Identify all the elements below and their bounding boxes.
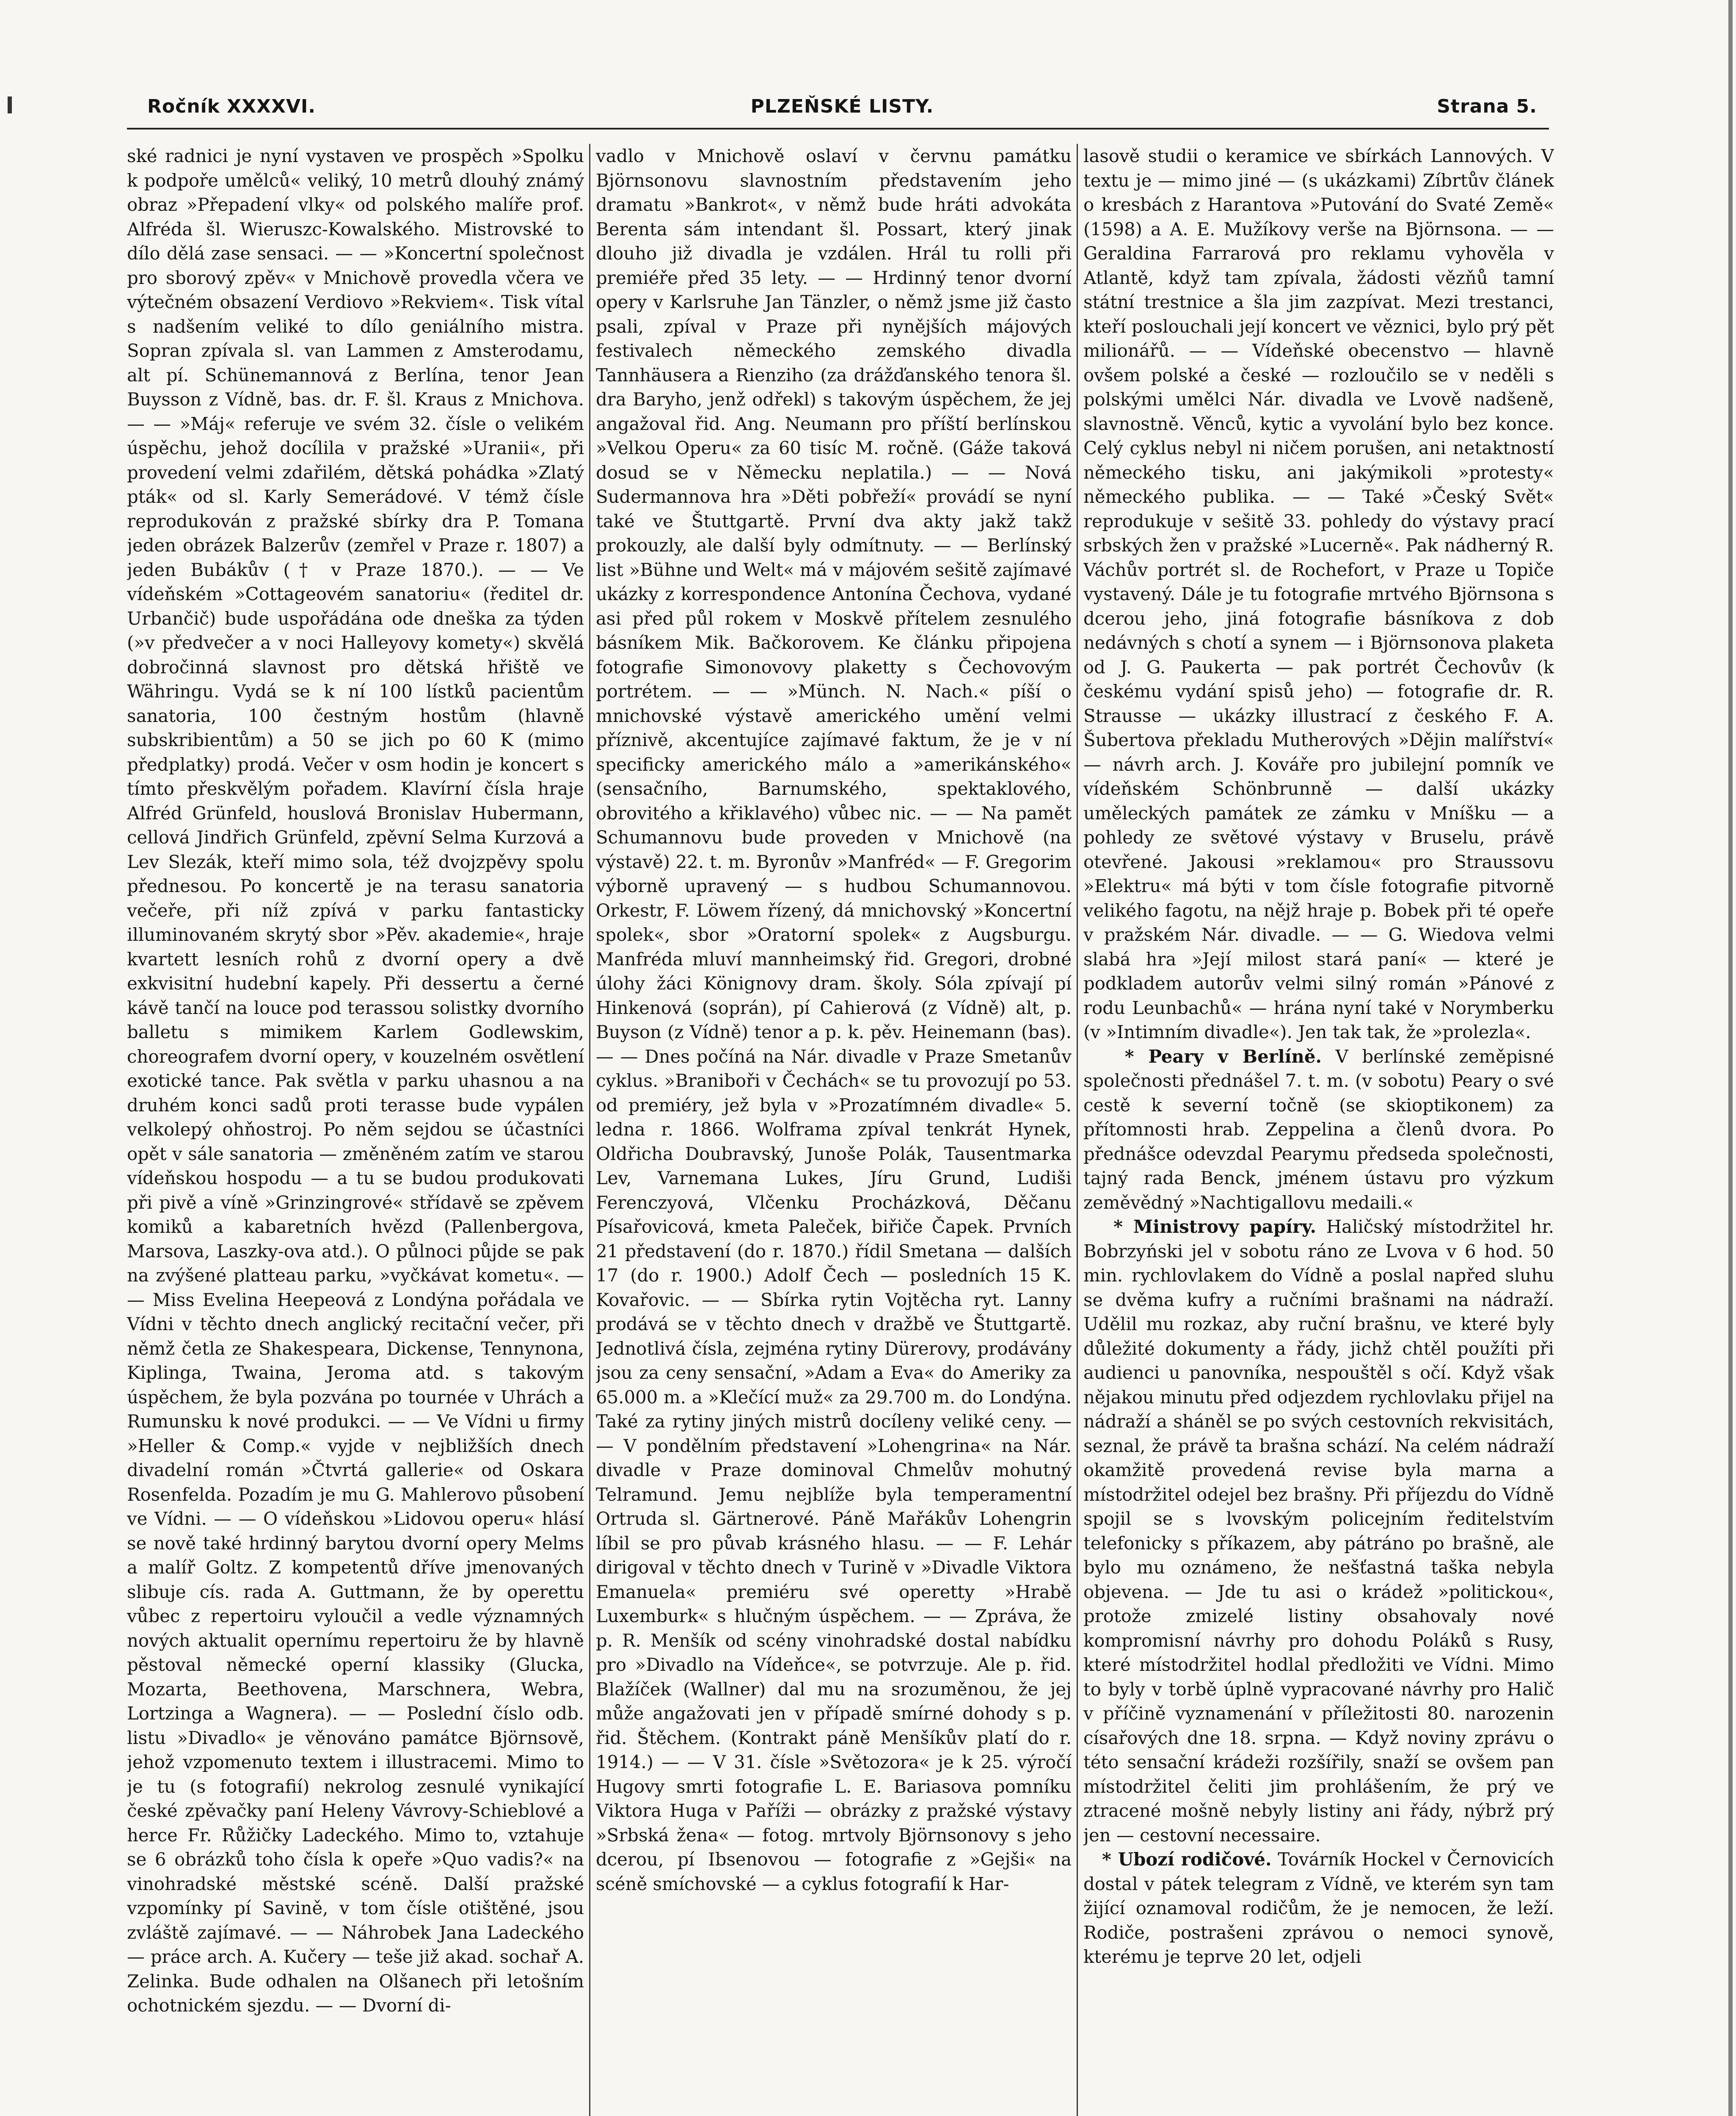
column-2	[596, 144, 1072, 2116]
header-rule	[127, 128, 1549, 129]
page-edge-shadow	[1728, 0, 1733, 2116]
column-1	[127, 144, 584, 2116]
news-item-peary	[1083, 1044, 1554, 1215]
column-divider	[1077, 144, 1078, 2116]
page-header	[147, 96, 1537, 121]
newspaper-title: PLZEŇSKÉ LISTY.	[750, 96, 934, 117]
binding-mark	[8, 96, 12, 113]
news-item-title: * Peary v Berlíně.	[1124, 1046, 1322, 1067]
column-2-text: vadlo v Mnichově oslaví v červnu památku Björnsonovu slavnostním představením jeho dramatu »Bankrot«, v němž bude hráti advokáta Berenta sám intendant šl. Possart, který jinak dlouho již divadla je vzdálen. Hrál tu rolli při premiéře před 35 lety. — — Hrdinný tenor dvorní opery v Karlsruhe Jan Tänzler, o němž jsme již často psali, zpíval v Praze při nynějších májových festivalech německého zemského divadla Tannhäusera a Rienziho (za drážďanského tenora šl. dra Baryho, jenž odřekl) s takovým úspěchem, že jej angažoval řid. Ang. Neumann pro příští berlínskou »Velkou Operu« za 60 tisíc M. ročně. (Gáže taková dosud se v Německu neplatila.) — — Nová Sudermannova hra »Děti pobřeží« provádí se nyní také ve Štuttgartě. První dva akty jakž takž prokouzly, ale další byly odmítnuty. — — Berlínský list »Bühne und Welt« má v májovém sešitě zajímavé ukázky z korrespondence Antonína Čechova, vydané asi před půl rokem v Moskvě přítelem zesnulého básníkem Mik. Bačkorovem. Ke článku připojena fotografie Simonovovy plaketty s Čechovovým portrétem. — — »Münch. N. Nach.« píší o mnichovské výstavě amerického umění velmi příznivě, akcentujíce zajímavé faktum, že je v ní specificky amerického málo a »amerikánského« (sensačního, Barnumského, spektaklového, obrovitého a křiklavého) vůbec nic. — — Na pamět Schumannovu bude proveden v Mnichově (na výstavě) 22. t. m. Byronův »Manfréd« — F. Gregorim výborně upravený — s hudbou Schumannovou. Orkestr, F. Löwem řízený, dá mnichovský »Koncertní spolek«, sbor »Oratorní spolek« z Augsburgu. Manfréda mluví mannheimský řid. Gregori, drobné úlohy žáci Könignovy dram. školy. Sóla zpívají pí Hinkenová (soprán), pí Cahierová (z Vídně) alt, p. Buyson (z Vídně) tenor a p. k. pěv. Heinemann (bas). — — Dnes počíná na Nár. divadle v Praze Smetanův cyklus. »Braniboři v Čechách« se tu provozují po 53. od premiéry, jež byla v »Prozatímném divadle« 5. ledna r. 1866. Wolframa zpíval tenkrát Hynek, Oldřicha Doubravský, Junoše Polák, Tausentmarka Lev, Varnemana Lukes, Jíru Grund, Ludiši Ferenczyová, Vlčenku Procházková, Děčanu Písařovicová, kmeta Paleček, biřiče Čapek. Prvních 21 představení (do r. 1870.) řídil Smetana — dalších 17 (do r. 1900.) Adolf Čech — posledních 15 K. Kovařovic. — — Sbírka rytin Vojtěcha ryt. Lanny prodává se v těchto dnech v dražbě ve Štuttgartě. Jednotlivá čísla, zejména rytiny Dürerovy, prodávány jsou za ceny sensační, »Adam a Eva« do Ameriky za 65.000 m. a »Klečící muž« za 29.700 m. do Londýna. Také za rytiny jiných mistrů docíleny veliké ceny. — — V pondělním představení »Lohengrina« na Nár. divadle v Praze dominoval Chmelův mohutný Telramund. Jemu nejblíže byla temperamentní Ortruda sl. Gärtnerové. Páně Mařákův Lohengrin líbil se pro půvab krásného hlasu. — — F. Lehár dirigoval v těchto dnech v Turině v »Divadle Viktora Emanuela« premiéru své operetty »Hrabě Luxemburk« s hlučným úspěchem. — — Zpráva, že p. R. Menšík od scény vinohradské dostal nabídku pro »Divadlo na Vídeňce«, se potvrzuje. Ale p. řid. Blažíček (Wallner) dal mu na srozuměnou, že jej může angažovati jen v případě smírné dohody s p. řid. Štěchem. (Kontrakt páně Menšíkův platí do r. 1914.) — — V 31. čísle »Světozora« je k 25. výročí Hugovy smrti fotografie L. E. Bariasova pomníku Viktora Huga v Paříži — obrázky z pražské výstavy »Srbská žena« — fotog. mrtvoly Björnsonovy s jeho dcerou, pí Ibsenovou — fotografie z »Gejši« na scéně smíchovské — a cyklus fotografií k Har-	[596, 146, 1072, 1894]
column-1-text: ské radnici je nyní vystaven ve prospěch »Spolku k podpoře umělců« veliký, 10 metrů dlouhý známý obraz »Přepadení vlky« od polského malíře prof. Alfréda šl. Wieruszc-Kowalského. Mistrovské to dílo dělá zase sensaci. — — »Koncertní společnost pro sborový zpěv« v Mnichově provedla včera ve výtečném obsazení Verdiovo »Rekviem«. Tisk vítal s nadšením veliké to dílo geniálního mistra. Sopran zpívala sl. van Lammen z Amsterodamu, alt pí. Schünemannová z Berlína, tenor Jean Buysson z Vídně, bas. dr. F. šl. Kraus z Mnichova. — — »Máj« referuje ve svém 32. čísle o velikém úspěchu, jehož docílila v pražské »Uranii«, při provedení velmi zdařilém, dětská pohádka »Zlatý pták« od sl. Karly Semerádové. V témž čísle reprodukován z pražské sbírky dra P. Tomana jeden obrázek Balzerův (zemřel v Praze r. 1807) a jeden Bubákův († v Praze 1870.). — — Ve vídeňském »Cottageovém sanatoriu« (ředitel dr. Urbančič) bude uspořádána ode dneška za týden (»v předvečer a v noci Halleyovy komety«) skvělá dobročinná slavnost pro dětská hřiště ve Währingu. Vydá se k ní 100 lístků pacientům sanatoria, 100 čestným hostům (hlavně subskribientům) a 50 se jich po 60 K (mimo předplatky) prodá. Večer v osm hodin je koncert s tímto přeskvělým pořadem. Klavírní čísla hraje Alfréd Grünfeld, houslová Bronislav Hubermann, cellová Jindřich Grünfeld, zpěvní Selma Kurzová a Lev Slezák, kteří mimo sola, též dvojzpěvy spolu přednesou. Po koncertě je na terasu sanatoria večeře, při níž zpívá v parku fantasticky illuminovaném skrytý sbor »Pěv. akademie«, hraje kvartett lesních rohů z dvorní opery a dvě exkvisitní hudební kapely. Při dessertu a černé kávě tančí na louce pod terassou solistky dvorního balletu s mimikem Karlem Godlewskim, choreografem dvorní opery, v kouzelném osvětlení exotické tance. Pak světla v parku uhasnou a na druhém konci sadů proti terasse bude vypálen velkolepý ohňostroj. Po něm sejdou se účastníci opět v sále sanatoria — změněném zatím ve starou vídeňskou hospodu — a tu se budou produkovati při pivě a víně »Grinzingrové« střídavě se zpěvem komiků a kabaretních hvězd (Pallenbergova, Marsova, Laszky-ova atd.). O půlnoci půjde se pak na zvýšené platteau parku, »vyčkávat kometu«. — — Miss Evelina Heepeová z Londýna pořádala ve Vídni v těchto dnech anglický recitační večer, při němž četla ze Shakespeara, Dickense, Tennynona, Kiplinga, Twaina, Jeroma atd. s takovým úspěchem, že byla pozvána po tournée v Uhrách a Rumunsku k nové produkci. — — Ve Vídni u firmy »Heller & Comp.« vyjde v nejbližších dnech divadelní román »Čtvrtá gallerie« od Oskara Rosenfelda. Pozadím je mu G. Mahlerovo působení ve Vídni. — — O vídeňskou »Lidovou operu« hlásí se nově také hrdinný barytou dvorní opery Melms a malíř Goltz. Z kompetentů dříve jmenovaných slibuje cís. rada A. Guttmann, že by operettu vůbec z repertoiru vyloučil a vedle významných nových aktualit opernímu repertoiru že by hlavně pěstoval německé operní klassiky (Glucka, Mozarta, Beethovena, Marschnera, Webra, Lortzinga a Wagnera). — — Poslední číslo odb. listu »Divadlo« je věnováno památce Björnsově, jehož vzpomenuto textem i illustracemi. Mimo to je tu (s fotografií) nekrolog zesnulé vynikající české zpěvačky paní Heleny Vávrovy-Schieblové a herce Fr. Růžičky Ladeckého. Mimo to, vztahuje se 6 obrázků toho čísla k opeře »Quo vadis?« na vinohradské městské scéně. Další pražské vzpomínky pí Savině, v tom čísle otištěné, jsou zvláště zajímavé. — — Náhrobek Jana Ladeckého — práce arch. A. Kučery — teše již akad. sochař A. Zelinka. Bude odhalen na Olšanech při letošním ochotnickém sjezdu. — — Dvorní di-	[127, 146, 584, 2016]
column-3	[1083, 144, 1554, 2116]
column-3-text: lasově studii o keramice ve sbírkách Lannových. V textu je — mimo jiné — (s ukázkami) Zíbrtův článek o kresbách z Harantova »Putování do Svaté Země« (1598) a A. E. Mužíkovy verše na Björnsona. — — Geraldina Farrarová pro reklamu vyhověla v Atlantě, když tam zpívala, žádosti vězňů tamní státní trestnice a šla jim zazpívat. Mezi trestanci, kteří poslouchali její koncert ve věznici, bylo prý pět milionářů. — — Vídeňské obecenstvo — hlavně ovšem polské a české — rozloučilo se v neděli s polskými umělci Nár. divadla ve Lvově nadšeně, slavnostně. Věnců, kytic a vyvolání bylo bez konce. Celý cyklus nebyl ni ničem porušen, ani netaktností německého tisku, ani jakýmikoli »protesty« německého publika. — — Také »Český Svět« reprodukuje v sešitě 33. pohledy do výstavy prací srbských žen v pražské »Lucerně«. Pak nádherný R. Váchův portrét sl. de Rochefort, v Praze u Topiče vystavený. Dále je tu fotografie mrtvého Björnsona s dcerou jeho, jiná fotografie básníkova z dob nedávných s chotí a synem — i Björnsonova plaketa od J. G. Paukerta — pak portrét Čechovův (k českému vydání spisů jeho) — fotografie dr. R. Strausse — ukázky illustrací z českého F. A. Šubertova překladu Mutherových »Dějin malířství« — návrh arch. J. Kováře pro jubilejní pomník ve vídeňském Schönbrunně — další ukázky uměleckých památek ze zámku v Mníšku — a pohledy ze světové výstavy v Bruselu, právě otevřené. Jakousi »reklamou« pro Straussovu »Elektru« má býti v tom čísle fotografie pitvorně velikého fagotu, na nějž hraje p. Bobek při té opeře v pražském Nár. divadle. — — G. Wiedova velmi slabá hra »Její milost stará paní« — které je podkladem autorův velmi silný román »Pánové z rodu Leunbachů« — hrána nyní také v Norymberku (v »Intimním divadle«). Jen tak tak, že »prolezla«.	[1083, 146, 1554, 1042]
news-item-ministry-papers	[1083, 1215, 1554, 1847]
volume-label: Ročník XXXXVI.	[147, 96, 316, 117]
news-item-body: Továrník Hockel v Černovicích dostal v pátek telegram z Vídně, ve kterém syn tam žijící oznamoval rodičům, že je nemocen, že leží. Rodiče, postrašeni zprávou o nemoci synově, kterému je teprve 20 let, odjeli	[1083, 1849, 1554, 1967]
news-item-body: V berlínské zeměpisné společnosti přednášel 7. t. m. (v sobotu) Peary o své cestě k severní točně (se skioptikonem) za přítomnosti hrab. Zeppelina a členů dvora. Po přednášce odevzdal Pearymu předseda společnosti, tajný rada Benck, jménem ústavu pro výzkum zeměvědný »Nachtigallovu medaili.«	[1083, 1046, 1554, 1213]
news-item-poor-parents	[1083, 1847, 1554, 1969]
page-number: Strana 5.	[1437, 96, 1537, 117]
news-item-title: * Ubozí rodičové.	[1102, 1849, 1272, 1870]
news-item-title: * Ministrovy papíry.	[1113, 1216, 1317, 1237]
news-item-body: Haličský místodržitel hr. Bobrzyński jel v sobotu ráno ze Lvova v 6 hod. 50 min. rychlovlakem do Vídně a poslal napřed sluhu se dvěma kufry a ručními brašnami na nádraží. Udělil mu rozkaz, aby ruční brašnu, ve které byly důležité dokumenty a řády, jichž chtěl použíti při audienci u panovníka, nespouštěl s očí. Když však nějakou minutu před odjezdem rychlovlaku přijel na nádraží a sháněl se po svých cestovních rekvisitách, seznal, že právě ta brašna schází. Na celém nádraží okamžitě provedená revise byla marna a místodržitel odejel bez brašny. Při příjezdu do Vídně spojil se s lvovským policejním ředitelstvím telefonicky s příkazem, aby pátráno po brašně, ale bylo mu oznámeno, že nešťastná taška nebyla objevena. — Jde tu asi o krádež »politickou«, protože zmizelé listiny obsahovaly nové kompromisní návrhy pro dohodu Poláků s Rusy, které místodržitel hodlal předložiti ve Vídni. Mimo to byly v torbě úplně vypracované návrhy pro Halič v příčině vyznamenání v příležitosti 80. narozenin císařových dne 18. srpna. — Když noviny zprávu o této sensační krádeži rozšířily, snaží se ovšem pan místodržitel čeliti jim prohlášením, že prý ve ztracené mošně nebyly listiny ani řády, nýbrž prý jen — cestovní necessaire.	[1083, 1216, 1554, 1846]
column-divider	[589, 144, 590, 2116]
